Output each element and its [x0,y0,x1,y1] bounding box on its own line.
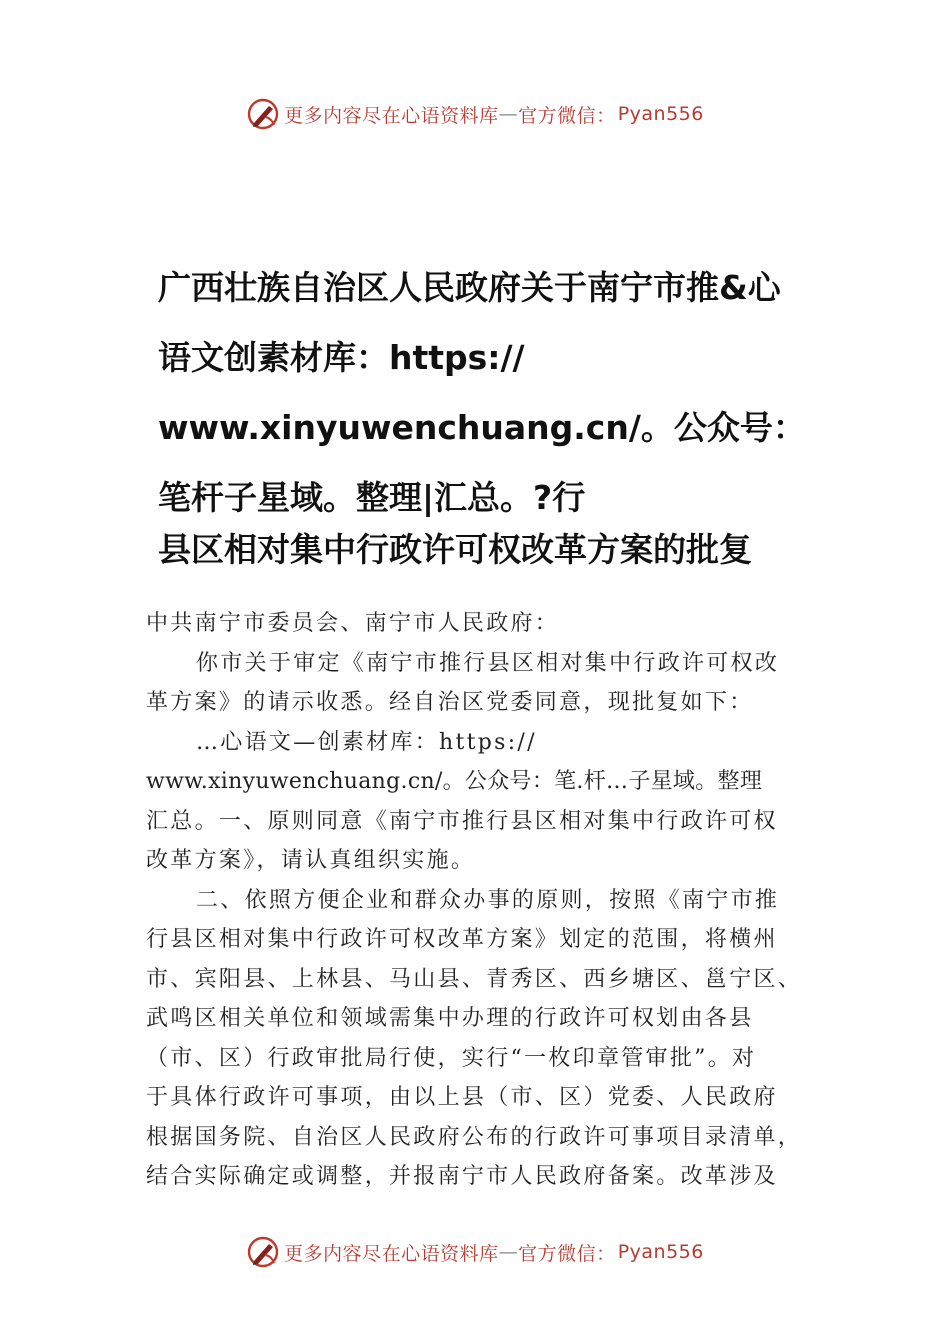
body-line: www.xinyuwenchuang.cn/。公众号：笔.杆…子星域。整理 [146,769,763,794]
footer-watermark [0,1232,950,1272]
body-line: 市、宾阳县、上林县、马山县、青秀区、西乡塘区、邕宁区、 [146,966,803,992]
watermark-separator: — [498,103,519,125]
watermark-wechat-label: 官方微信： [518,104,616,127]
watermark-wechat-label: 官方微信： [518,1242,616,1265]
body-line: 武鸣区相关单位和领域需集中办理的行政许可权划由各县 [146,1006,754,1031]
watermark-wechat-id: Pyan556 [617,1241,704,1263]
title-line: 县区相对集中行政许可权改革方案的批复 [158,530,752,569]
body-line: 根据国务院、自治区人民政府公布的行政许可事项目录清单， [146,1124,803,1150]
pen-logo-icon [246,1235,280,1269]
salutation-line: 中共南宁市委员会、南宁市人民政府： [146,611,560,636]
header-watermark [0,94,950,134]
body-line: 革方案》的请示收悉。经自治区党委同意，现批复如下： [146,690,754,715]
title-line: 广西壮族自治区人民政府关于南宁市推&心 [158,268,781,307]
body-line: 汇总。一、原则同意《南宁市推行县区相对集中行政许可权 [146,808,778,834]
title-line: 语文创素材库：https:// [158,338,525,377]
watermark-text: 更多内容尽在心语资料库 [284,1242,499,1265]
watermark-separator: — [498,1241,519,1263]
body-line: 行县区相对集中行政许可权改革方案》划定的范围，将横州 [146,927,778,952]
document-body [146,604,816,1197]
body-line: 改革方案》，请认真组织实施。 [146,848,476,873]
body-line: 结合实际确定或调整，并报南宁市人民政府备案。改革涉及 [146,1164,778,1189]
body-line: 二、依照方便企业和群众办事的原则，按照《南宁市推 [196,887,780,913]
watermark-wechat-id: Pyan556 [617,103,704,125]
body-line: （市、区）行政审批局行使，实行“一枚印章管审批”。对 [146,1045,757,1071]
document-title [158,262,848,576]
title-line: www.xinyuwenchuang.cn/。公众号： [158,408,806,447]
watermark-text: 更多内容尽在心语资料库 [284,104,499,127]
title-line: 笔杆子星域。整理|汇总。?行 [158,478,586,517]
body-line: …心语文—创素材库：https:// [196,729,537,755]
pen-logo-icon [246,97,280,131]
body-line: 于具体行政许可事项，由以上县（市、区）党委、人民政府 [146,1085,778,1110]
body-line: 你市关于审定《南宁市推行县区相对集中行政许可权改 [196,650,780,676]
